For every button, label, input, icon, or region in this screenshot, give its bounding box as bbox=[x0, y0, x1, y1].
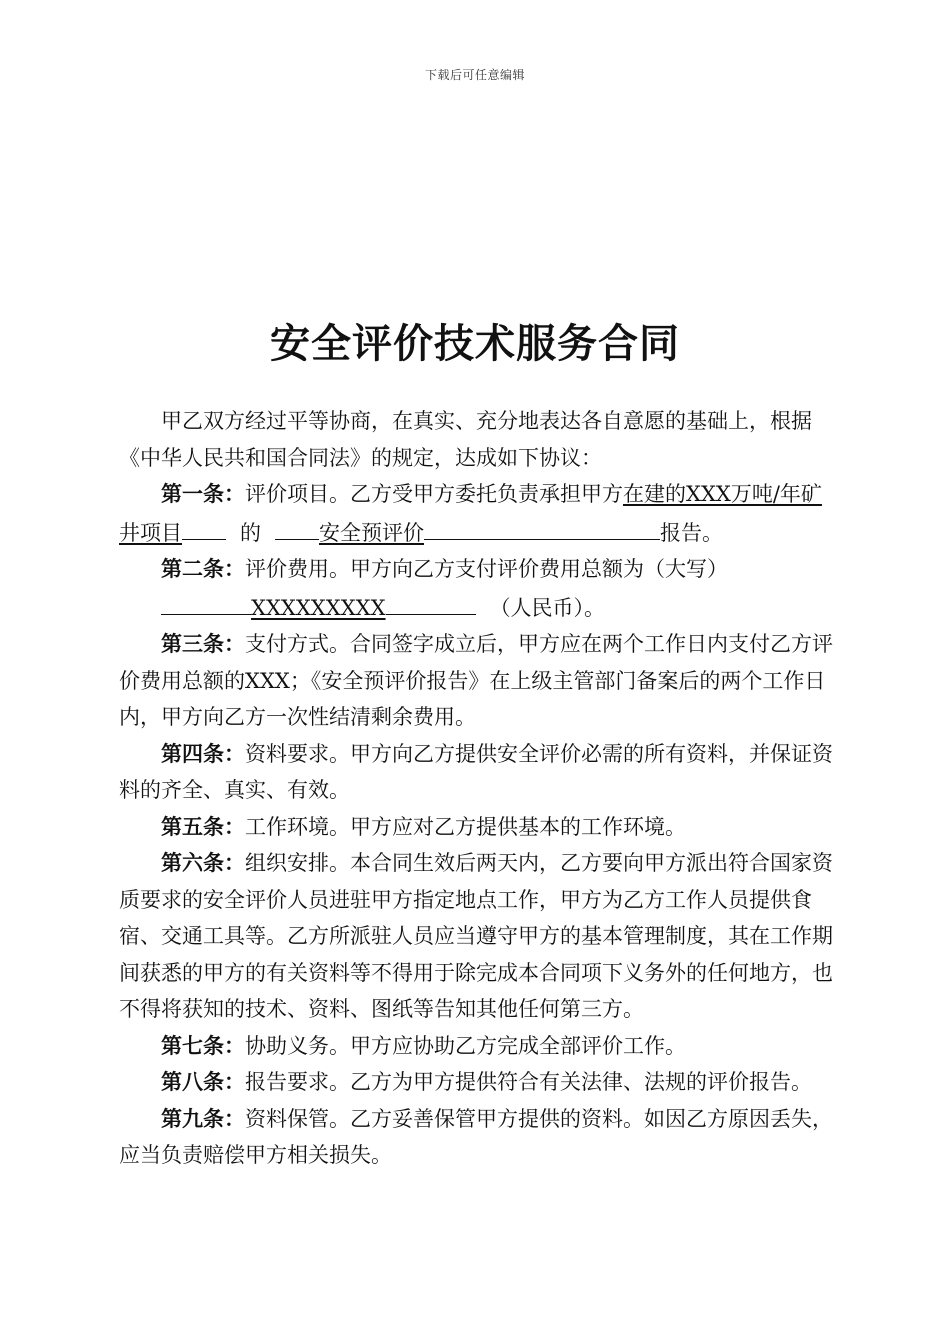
clause-4-text: 资料要求。甲方向乙方提供安全评价必需的所有资料，并保证资料的齐全、真实、有效。 bbox=[119, 741, 833, 802]
clause-9-text: 资料保管。乙方妥善保管甲方提供的资料。如因乙方原因丢失，应当负责赔偿甲方相关损失。 bbox=[119, 1106, 833, 1167]
clause-4 bbox=[119, 736, 839, 809]
clause-8-text: 报告要求。乙方为甲方提供符合有关法律、法规的评价报告。 bbox=[245, 1070, 812, 1094]
clause-1-blank-pre bbox=[275, 513, 319, 540]
clause-2-text-a: 评价费用。甲方向乙方支付评价费用总额为（大写） bbox=[245, 557, 728, 581]
clause-1-text-b: 的 bbox=[240, 520, 261, 545]
clause-1-text-a: 评价项目。乙方受甲方委托负责承担甲方 bbox=[245, 482, 623, 506]
clause-2-text-b: （人民币）。 bbox=[489, 595, 606, 620]
clause-7-text: 协助义务。甲方应协助乙方完成全部评价工作。 bbox=[245, 1033, 686, 1058]
clause-9-label: 第九条： bbox=[161, 1106, 245, 1131]
clause-1-project-field: 在建的XXX万吨/年矿井项目 bbox=[119, 482, 822, 545]
clause-3-label: 第三条： bbox=[161, 632, 245, 656]
clause-1-report-type-field: 安全预评价 bbox=[319, 520, 424, 545]
clause-3-text: 支付方式。合同签字成立后，甲方应在两个工作日内支付乙方评价费用总额的XXX；《安全预评价报告》在上级主管部门备案后的两个工作日内，甲方向乙方一次性结清剩余费用。 bbox=[119, 632, 833, 729]
clause-8 bbox=[119, 1064, 839, 1101]
clause-1-text-c: 报告。 bbox=[660, 520, 723, 545]
clause-1-blank-post bbox=[424, 513, 660, 540]
clause-1 bbox=[119, 476, 839, 551]
clause-5-text: 工作环境。甲方应对乙方提供基本的工作环境。 bbox=[245, 814, 686, 839]
clause-2-label: 第二条： bbox=[161, 557, 245, 581]
clause-7-label: 第七条： bbox=[161, 1033, 245, 1058]
clause-2-blank-pre bbox=[161, 588, 251, 615]
clause-6-label: 第六条： bbox=[161, 851, 245, 875]
clause-2-amount-field: XXXXXXXXX bbox=[251, 595, 386, 620]
clause-6 bbox=[119, 845, 839, 1028]
clause-7 bbox=[119, 1028, 839, 1065]
clause-2 bbox=[119, 551, 839, 588]
clause-4-label: 第四条： bbox=[161, 741, 245, 766]
intro-paragraph: 甲乙双方经过平等协商，在真实、充分地表达各自意愿的基础上，根据《中华人民共和国合同法》的规定，达成如下协议： bbox=[119, 409, 812, 470]
clause-1-blank bbox=[182, 513, 226, 540]
clause-8-label: 第八条： bbox=[161, 1070, 245, 1094]
clause-1-label: 第一条： bbox=[161, 482, 245, 506]
page-header: 下载后可任意编辑 bbox=[424, 68, 525, 82]
clause-3 bbox=[119, 626, 839, 736]
clause-6-text: 组织安排。本合同生效后两天内，乙方要向甲方派出符合国家资质要求的安全评价人员进驻甲方指定地点工作，甲方为乙方工作人员提供食宿、交通工具等。乙方所派驻人员应当遵守甲方的基本管理制度，其在工作期间获悉的甲方的有关资料等不得用于除完成本合同项下义务外的任何地方，也不得将获知的技术、资料、图纸等告知其他任何第三方。 bbox=[119, 851, 833, 1021]
document-body bbox=[119, 403, 839, 1174]
document-title: 安全评价技术服务合同 bbox=[270, 321, 680, 367]
clause-2-blank-post bbox=[386, 588, 476, 615]
clause-5-label: 第五条： bbox=[161, 814, 245, 839]
clause-5 bbox=[119, 809, 839, 846]
clause-9 bbox=[119, 1101, 839, 1174]
clause-2-amount-line bbox=[119, 588, 839, 627]
